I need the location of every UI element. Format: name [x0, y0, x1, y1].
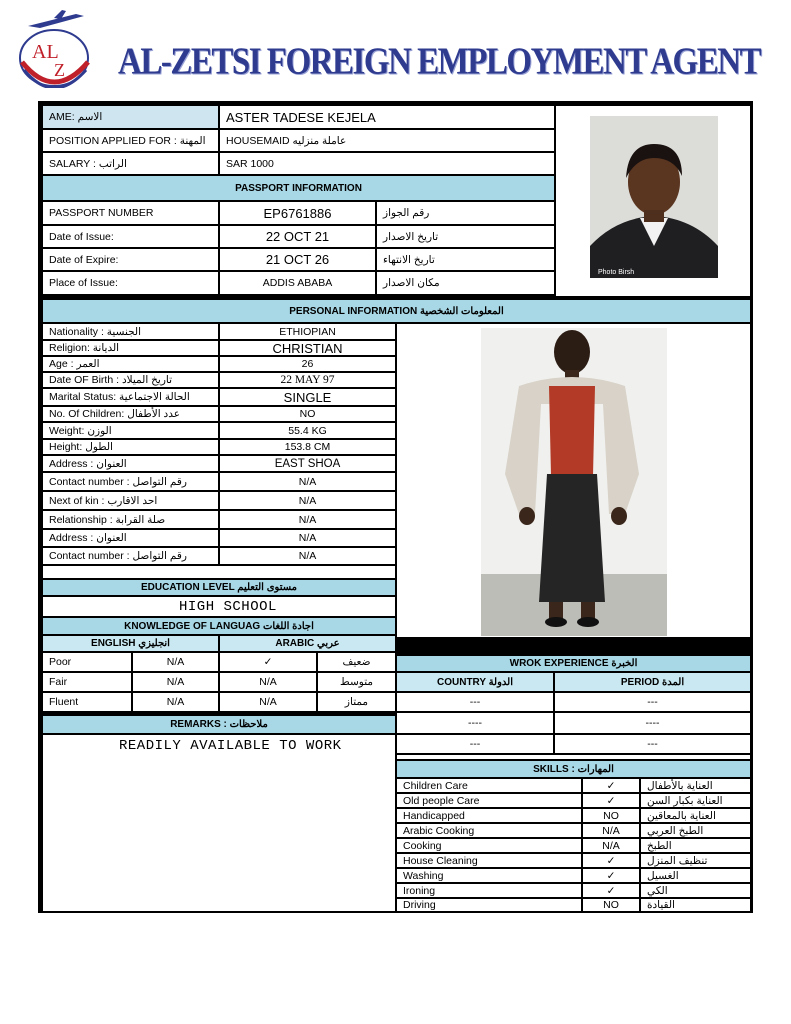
- lang-english-poor: N/A: [133, 653, 218, 671]
- skill-arabic-children-care: العناية بالأطفال: [641, 779, 750, 792]
- lang-level-ar-fluent: ممتاز: [318, 693, 395, 711]
- personal-label-height: Height: الطول: [43, 440, 218, 454]
- lang-english-fair: N/A: [133, 673, 218, 691]
- skill-arabic-handicapped: العناية بالمعاقين: [641, 809, 750, 822]
- personal-value-kin-address: N/A: [220, 530, 395, 546]
- passport-number-label: PASSPORT NUMBER: [43, 202, 218, 224]
- languages-section-title: KNOWLEDGE OF LANGUAG اجادة اللغات: [43, 618, 395, 634]
- lang-arabic-fluent: N/A: [220, 693, 316, 711]
- experience-period-1: ---: [555, 693, 750, 711]
- education-section-title: EDUCATION LEVEL مستوى التعليم: [43, 580, 395, 595]
- personal-label-relationship: Relationship : صلة القرابة: [43, 511, 218, 528]
- skill-arabic-house-cleaning: تنظيف المنزل: [641, 854, 750, 867]
- lang-level-fair: Fair: [43, 673, 131, 691]
- photo-caption: Photo Birsh: [598, 269, 635, 276]
- personal-section-title: PERSONAL INFORMATION المعلومات الشخصية: [43, 300, 750, 322]
- personal-value-height: 153.8 CM: [220, 440, 395, 454]
- skill-name-ironing: Ironing: [397, 884, 581, 897]
- experience-country-3: ---: [397, 735, 553, 753]
- lang-arabic-poor: ✓: [220, 653, 316, 671]
- personal-value-marital: SINGLE: [220, 389, 395, 405]
- position-label: POSITION APPLIED FOR : المهنة: [43, 130, 218, 151]
- lang-english-fluent: N/A: [133, 693, 218, 711]
- applicant-name: ASTER TADESE KEJELA: [220, 106, 554, 128]
- logo-text-z: Z: [54, 60, 65, 80]
- place-issue-label: Place of Issue:: [43, 272, 218, 294]
- skill-value-handicapped: NO: [583, 809, 639, 822]
- personal-label-address: Address : العنوان: [43, 456, 218, 471]
- remarks-value: READILY AVAILABLE TO WORK: [43, 735, 395, 911]
- lang-level-poor: Poor: [43, 653, 131, 671]
- skill-arabic-driving: القيادة: [641, 899, 750, 911]
- skill-value-children-care: ✓: [583, 779, 639, 792]
- personal-value-children: NO: [220, 407, 395, 421]
- english-header: ENGLISH انجليزي: [43, 636, 218, 651]
- skill-value-arabic-cooking: N/A: [583, 824, 639, 837]
- lang-level-fluent: Fluent: [43, 693, 131, 711]
- skill-value-driving: NO: [583, 899, 639, 911]
- remarks-section-title: REMARKS : ملاحظات: [43, 716, 395, 733]
- expire-date-value: 21 OCT 26: [220, 249, 375, 270]
- skill-name-children-care: Children Care: [397, 779, 581, 792]
- experience-period-2: ----: [555, 713, 750, 733]
- full-body-photo-box: [397, 324, 750, 637]
- expire-date-label: Date of Expire:: [43, 249, 218, 270]
- personal-label-dob: Date OF Birth : تاريخ الميلاد: [43, 373, 218, 387]
- personal-label-marital: Marital Status: الحالة الاجتماعية: [43, 389, 218, 405]
- experience-period-header: PERIOD المدة: [555, 673, 750, 691]
- personal-value-address: EAST SHOA: [220, 456, 395, 471]
- skill-value-cooking: N/A: [583, 839, 639, 852]
- skill-arabic-arabic-cooking: الطبخ العربي: [641, 824, 750, 837]
- skill-name-cooking: Cooking: [397, 839, 581, 852]
- lang-level-ar-fair: متوسط: [318, 673, 395, 691]
- personal-label-children: No. Of Children: عدد الأطفال: [43, 407, 218, 421]
- logo-text-al: AL: [32, 41, 59, 63]
- passport-number-value: EP6761886: [220, 202, 375, 224]
- lang-level-ar-poor: ضعيف: [318, 653, 395, 671]
- skill-name-handicapped: Handicapped: [397, 809, 581, 822]
- personal-empty-row: [43, 566, 395, 578]
- issue-date-value: 22 OCT 21: [220, 226, 375, 247]
- name-label: AME: الاسم: [43, 106, 218, 128]
- skill-name-washing: Washing: [397, 869, 581, 882]
- personal-value-dob: 22 MAY 97: [220, 373, 395, 387]
- skill-arabic-washing: الغسيل: [641, 869, 750, 882]
- personal-value-contact: N/A: [220, 473, 395, 490]
- skills-section-title: SKILLS : المهارات: [397, 761, 750, 777]
- skill-arabic-ironing: الكي: [641, 884, 750, 897]
- experience-country-2: ----: [397, 713, 553, 733]
- skill-name-house-cleaning: House Cleaning: [397, 854, 581, 867]
- place-issue-value: ADDIS ABABA: [220, 272, 375, 294]
- skill-name-driving: Driving: [397, 899, 581, 911]
- passport-section-title: PASSPORT INFORMATION: [43, 176, 554, 200]
- skill-name-old-people-care: Old people Care: [397, 794, 581, 807]
- experience-country-header: COUNTRY الدولة: [397, 673, 553, 691]
- personal-value-kin-contact: N/A: [220, 548, 395, 564]
- personal-label-contact: Contact number : رقم التواصل: [43, 473, 218, 490]
- personal-value-relationship: N/A: [220, 511, 395, 528]
- agency-name: AL-ZETSI FOREIGN EMPLOYMENT AGENT: [118, 41, 761, 83]
- issue-date-label: Date of Issue:: [43, 226, 218, 247]
- full-body-photo: [397, 324, 750, 637]
- personal-label-religion: Religion: الديانة: [43, 341, 218, 355]
- salary-value: SAR 1000: [220, 153, 554, 174]
- lang-arabic-fair: N/A: [220, 673, 316, 691]
- skill-value-washing: ✓: [583, 869, 639, 882]
- skill-arabic-old-people-care: العناية بكبار السن: [641, 794, 750, 807]
- personal-label-kin-address: Address : العنوان: [43, 530, 218, 546]
- salary-label: SALARY : الراتب: [43, 153, 218, 174]
- experience-country-1: ---: [397, 693, 553, 711]
- agency-logo: [14, 10, 100, 88]
- passport-photo: [556, 106, 750, 296]
- place-issue-arabic: مكان الاصدار: [377, 272, 554, 294]
- skill-value-old-people-care: ✓: [583, 794, 639, 807]
- personal-value-weight: 55.4 KG: [220, 423, 395, 438]
- skill-name-arabic-cooking: Arabic Cooking: [397, 824, 581, 837]
- personal-label-age: Age : العمر: [43, 357, 218, 371]
- personal-label-kin-contact: Contact number : رقم التواصل: [43, 548, 218, 564]
- personal-label-nationality: Nationality : الجنسية: [43, 324, 218, 339]
- personal-label-kin: Next of kin : احد الاقارب: [43, 492, 218, 509]
- personal-value-kin: N/A: [220, 492, 395, 509]
- personal-value-nationality: ETHIOPIAN: [220, 324, 395, 339]
- experience-spacer: [397, 755, 750, 759]
- arabic-header: ARABIC عربي: [220, 636, 395, 651]
- experience-section-title: WROK EXPERIENCE الخبرة: [397, 656, 750, 671]
- passport-number-arabic: رقم الجواز: [377, 202, 554, 224]
- personal-value-age: 26: [220, 357, 395, 371]
- cv-form: [38, 101, 753, 913]
- issue-date-arabic: تاريخ الاصدار: [377, 226, 554, 247]
- skill-value-ironing: ✓: [583, 884, 639, 897]
- expire-date-arabic: تاريخ الانتهاء: [377, 249, 554, 270]
- skill-arabic-cooking: الطبخ: [641, 839, 750, 852]
- personal-label-weight: Weight: الوزن: [43, 423, 218, 438]
- passport-photo-box: [556, 106, 750, 296]
- experience-period-3: ---: [555, 735, 750, 753]
- personal-value-religion: CHRISTIAN: [220, 341, 395, 355]
- position-value: HOUSEMAID عاملة منزليه: [220, 130, 554, 151]
- education-value: HIGH SCHOOL: [43, 597, 395, 616]
- skill-value-house-cleaning: ✓: [583, 854, 639, 867]
